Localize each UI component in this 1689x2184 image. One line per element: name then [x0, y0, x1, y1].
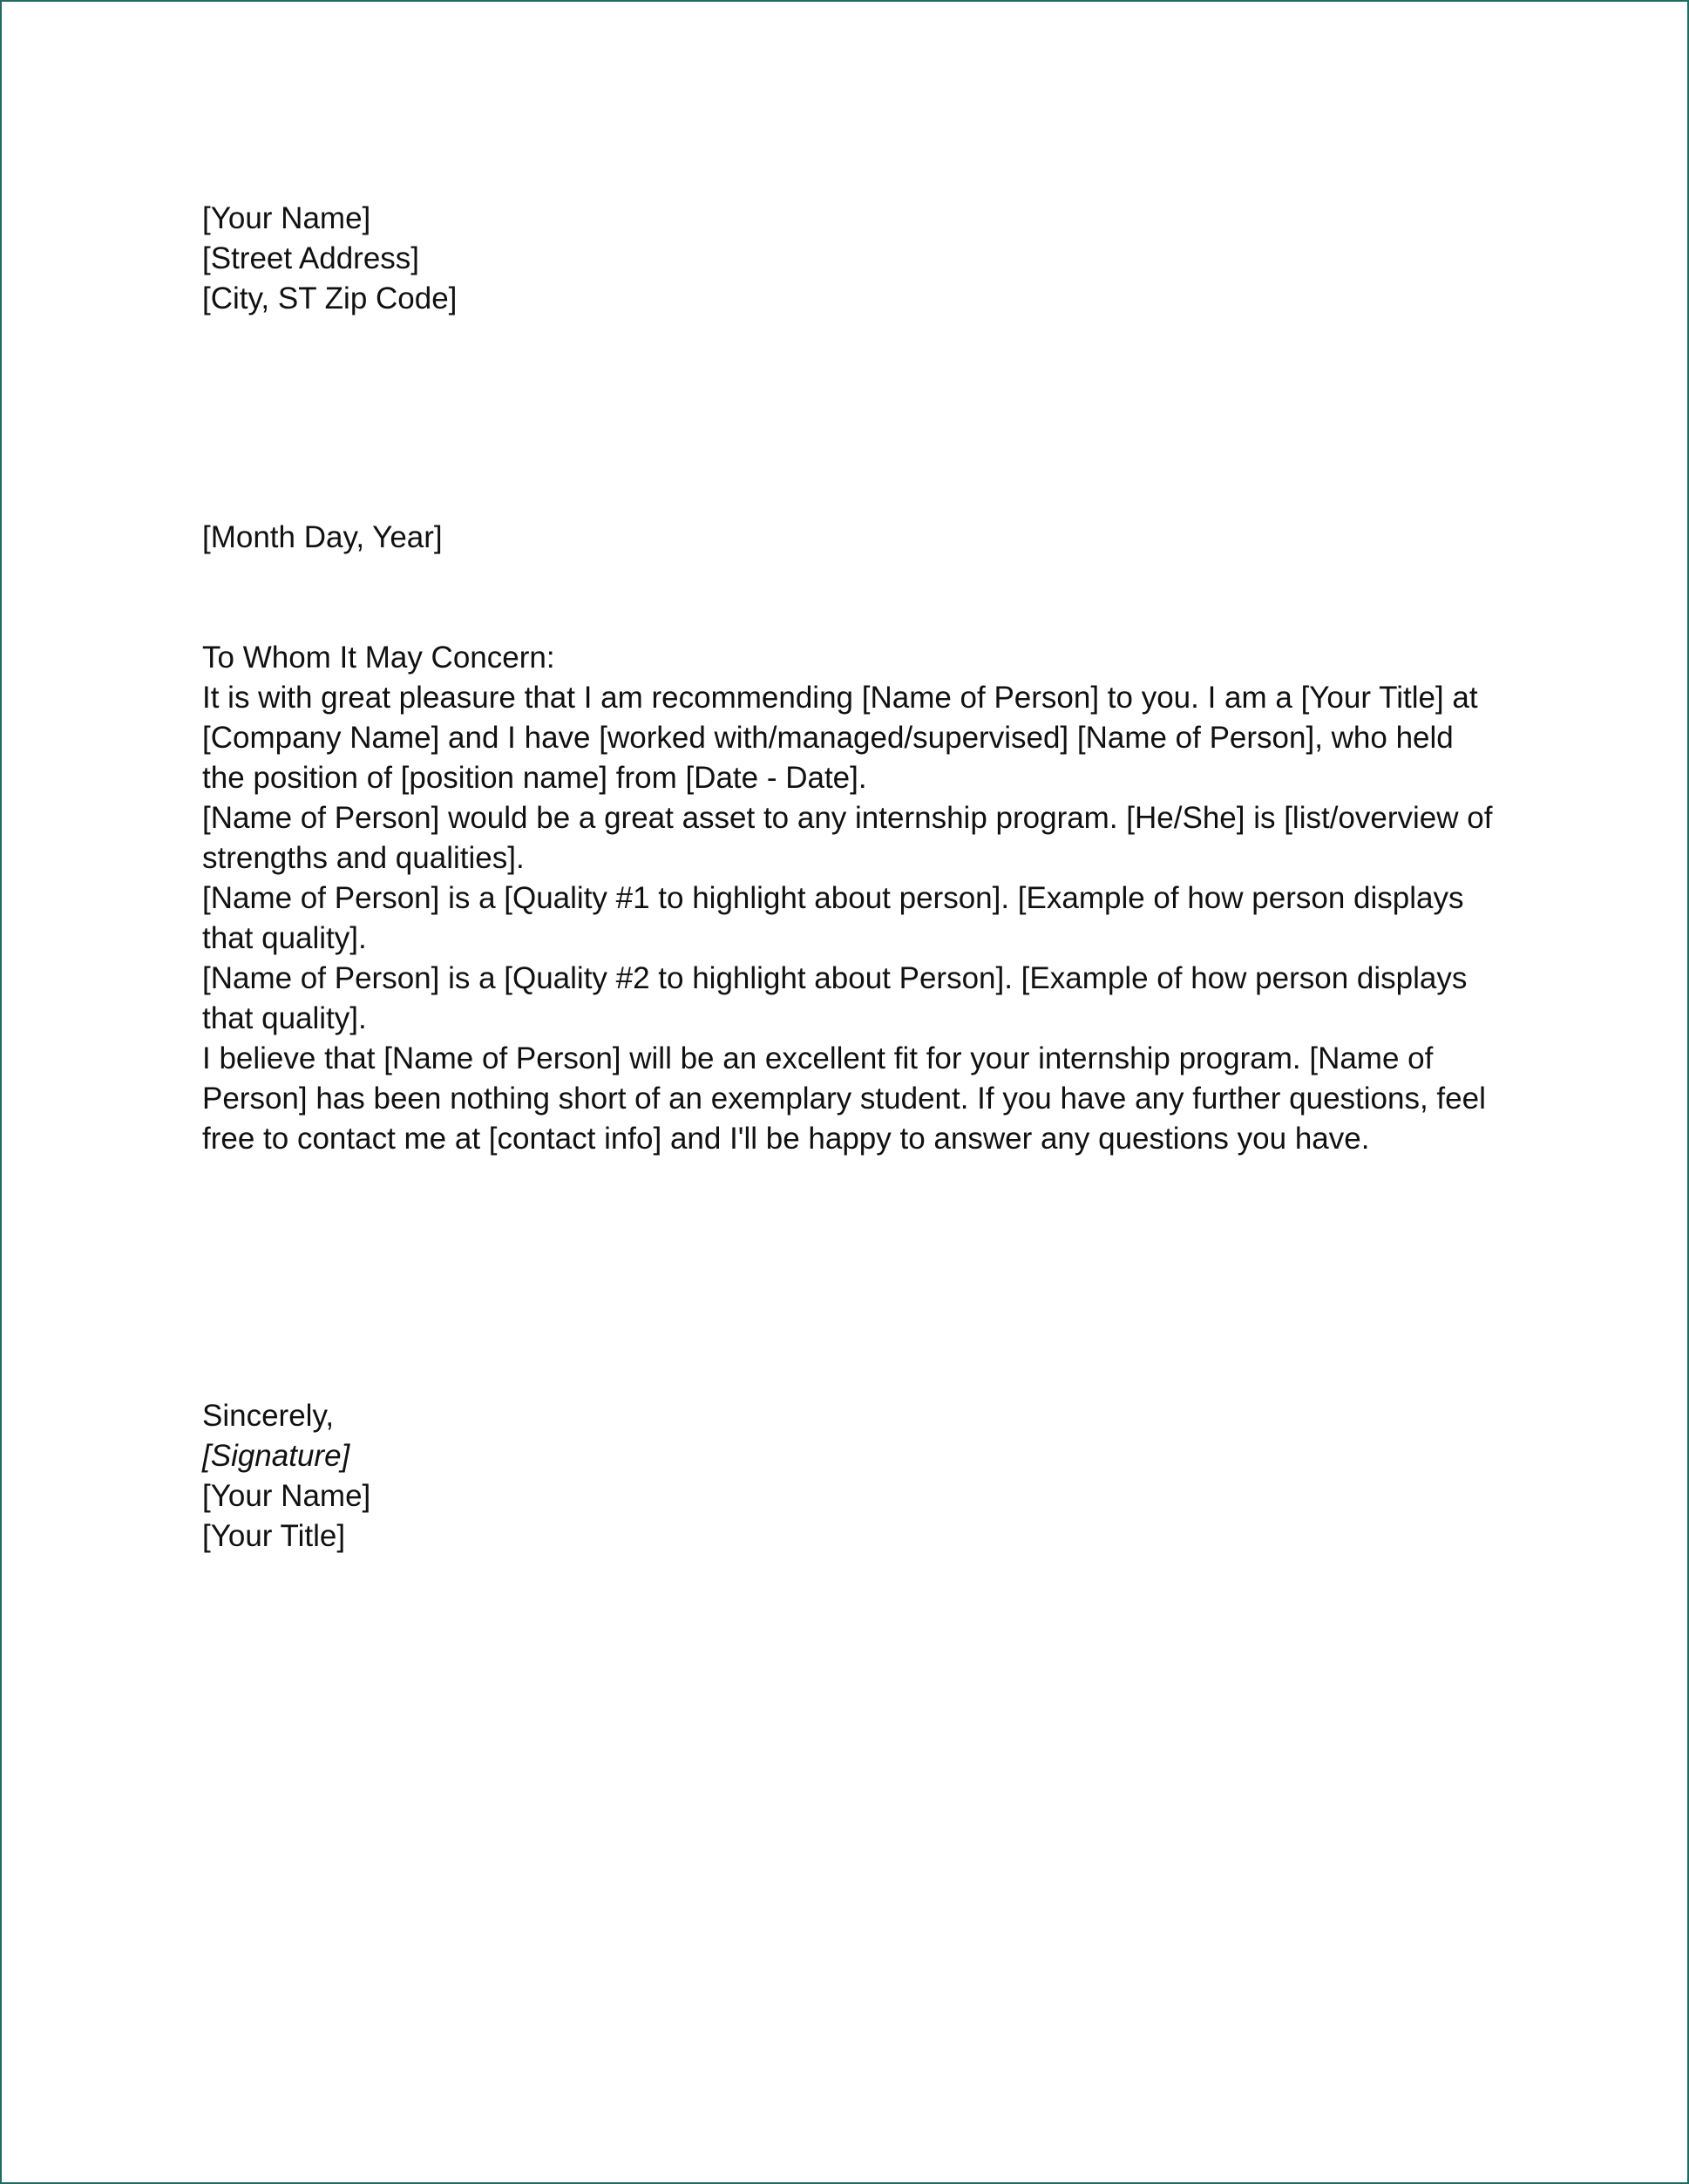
- letter-date: [202, 518, 443, 558]
- sender-name: [Your Name]: [202, 201, 371, 235]
- letter-body: [202, 638, 1492, 1159]
- body-line: that quality].: [202, 1001, 367, 1035]
- sender-city: [City, ST Zip Code]: [202, 281, 458, 315]
- body-line: [Name of Person] would be a great asset to any internship program. [He/She] is [list/overview of: [202, 801, 1493, 835]
- body-line: [Name of Person] is a [Quality #1 to highlight about person]. [Example of how person displays: [202, 881, 1464, 915]
- body-line: [Company Name] and I have [worked with/managed/supervised] [Name of Person], who held: [202, 721, 1454, 755]
- sender-address-block: [202, 199, 1509, 319]
- body-line: It is with great pleasure that I am recommending [Name of Person] to you. I am a [Your Title] at: [202, 681, 1478, 715]
- date-text: [Month Day, Year]: [202, 520, 443, 554]
- sender-street: [Street Address]: [202, 241, 420, 275]
- body-line: [Name of Person] is a [Quality #2 to highlight about Person]. [Example of how person displays: [202, 961, 1468, 995]
- closing-block: [202, 1396, 370, 1557]
- body-line: the position of [position name] from [Date - Date].: [202, 761, 867, 795]
- closing-name: [Your Name]: [202, 1479, 371, 1513]
- salutation: To Whom It May Concern:: [202, 641, 555, 675]
- letter-content: [202, 199, 1509, 1553]
- signature-placeholder: [Signature]: [202, 1439, 350, 1473]
- body-line: Person] has been nothing short of an exemplary student. If you have any further questions, feel: [202, 1082, 1486, 1116]
- closing-title: [Your Title]: [202, 1519, 346, 1553]
- body-line: I believe that [Name of Person] will be an excellent fit for your internship program. [Name of: [202, 1041, 1434, 1075]
- body-line: strengths and qualities].: [202, 841, 525, 875]
- body-line: free to contact me at [contact info] and I'll be happy to answer any questions you have.: [202, 1122, 1370, 1156]
- valediction: Sincerely,: [202, 1399, 335, 1433]
- body-line: that quality].: [202, 921, 367, 955]
